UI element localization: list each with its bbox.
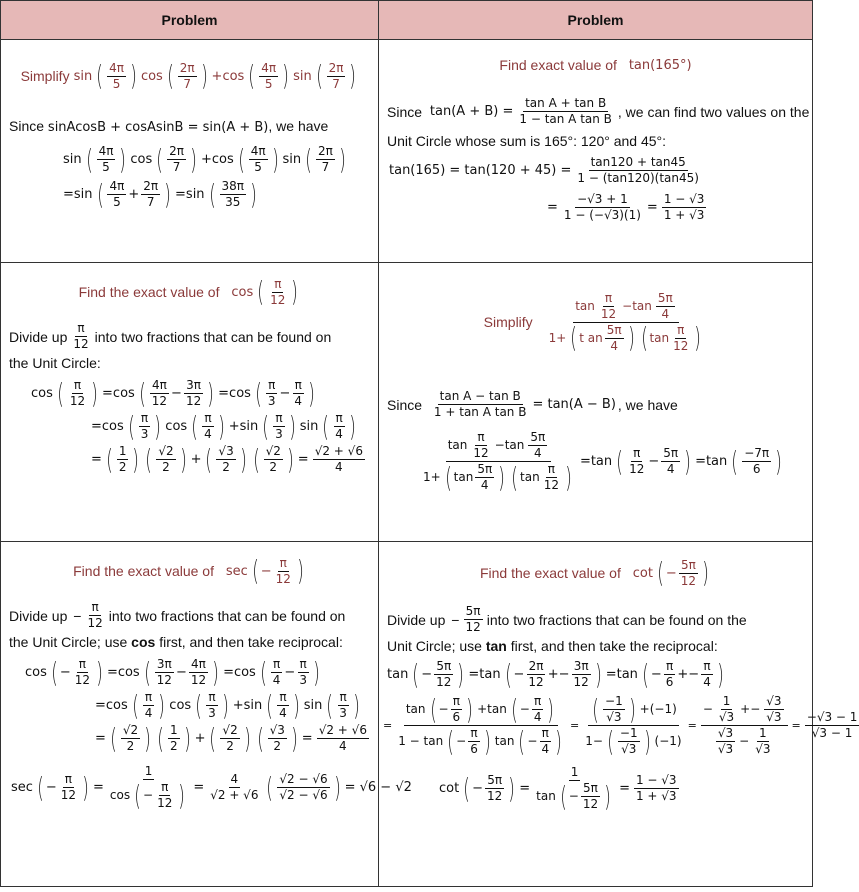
problem-statement: Simplify sin ( $\frac{4\pi}{5}$ ) cos ( $\frac{2\pi}{7}$ ) +cos ( $\frac{4\pi}{5}$ ) sin ( $\frac{2\pi}{7}$ )	[20, 59, 357, 92]
equation-line: tan ( − $\frac{5\pi}{12}$ ) =tan ( − $\frac{2\pi}{12}$ +− $\frac{3\pi}{12}$ ) =tan ( − $\frac{\pi}{6}$ +− $\frac{\pi}{4}$ )	[387, 657, 724, 691]
cell-simplify-sin	[1, 40, 379, 263]
equation-line: cos ( − $\frac{\pi}{12}$ ) =cos ( $\frac{3\pi}{12}$ − $\frac{4\pi}{12}$ ) =cos ( $\frac{\pi}{4}$ − $\frac{\pi}{3}$ )	[25, 655, 320, 689]
problem-statement: Find the exact value of cos ( $\frac{\pi}{12}$ )	[78, 275, 299, 308]
cell-cot-neg-5pi-12	[379, 542, 858, 887]
cell-cos-pi-12	[1, 263, 379, 542]
explanation: Since tan(A + B) = $\frac{\text{tan A + tan B}}{\text{1 − tan A tan B}}$ , we can find two values on the	[387, 96, 810, 126]
explanation: Since $\frac{\text{tan A − tan B}}{\text{1 + tan A tan B}}$ = tan(A − B) , we have	[387, 389, 678, 419]
equation-line: cot ( − $\frac{5\pi}{12}$ ) = 1 tan ( − $\frac{5\pi}{12}$ ) = $\frac{1 - √3}{1 + √3}$	[439, 765, 677, 813]
column-header-2: Problem	[379, 1, 813, 40]
problem-statement: Find exact value of tan(165°)	[499, 57, 692, 73]
explanation: Divide up − $\frac{\pi}{12}$ into two fractions that can be found on	[9, 600, 346, 630]
explanation-line: the Unit Circle:	[9, 355, 101, 371]
equation-line: = tan ( − $\frac{\pi}{6}$ ) +tan ( − $\frac{\pi}{4}$ ) 1 − tan ( − $\frac{\pi}{6}$ ) tan ( − $\frac{\pi}{4}$ ) = ( $\frac{-1}{√3}$ ) +(−1) 1− ( $\frac{-1}{√3}$ ) (−1) = − $\frac{1}{√3}$ +− $\frac{√3}{√3}$ $\frac{√3}{√3}$ − $\frac{1}{√3}$ = $\frac{-√3 - 1}{√3 - 1}$	[383, 692, 858, 758]
equation-line: tan(165) = tan(120 + 45) = $\frac{\tan 120 + \tan 45}{1 - (\tan 120)(\tan 45)}$	[389, 155, 699, 185]
equation-line: tan $\frac{\pi}{12}$ −tan $\frac{5\pi}{4}$ 1+ ( tan $\frac{5\pi}{4}$ ) ( tan $\frac{\pi}{12}$ ) =tan ( $\frac{\pi}{12}$ − $\frac{5\pi}{4}$ ) =tan ( $\frac{-7\pi}{6}$ )	[423, 430, 782, 494]
explanation: Divide up $\frac{\pi}{12}$ into two fractions that can be found on	[9, 321, 332, 351]
explanation: Divide up − $\frac{5\pi}{12}$ into two fractions that can be found on the	[387, 604, 747, 634]
equation-line: = ( $\frac{1}{2}$ ) ( $\frac{√2}{2}$ ) + ( $\frac{√3}{2}$ ) ( $\frac{√2}{2}$ ) = $\frac{√2 + √6}{4}$	[91, 442, 363, 476]
equation-line: =cos ( $\frac{\pi}{3}$ ) cos ( $\frac{\pi}{4}$ ) +sin ( $\frac{\pi}{3}$ ) sin ( $\frac{\pi}{4}$ )	[91, 409, 356, 443]
equation-line: sin ( $\frac{4\pi}{5}$ ) cos ( $\frac{2\pi}{7}$ ) +cos ( $\frac{4\pi}{5}$ ) sin ( $\frac{2\pi}{7}$ )	[63, 142, 346, 176]
cell-tan-165	[379, 40, 813, 263]
equation-line: sec ( − $\frac{\pi}{12}$ ) = 1 cos ( − $\frac{\pi}{12}$ ) = $\frac{4}{√2 + √6}$ ( $\frac{√2 - √6}{√2 - √6}$ ) = √6 − √2	[11, 764, 412, 812]
equation-line: cos ( $\frac{\pi}{12}$ ) =cos ( $\frac{4\pi}{12}$ − $\frac{3\pi}{12}$ ) =cos ( $\frac{\pi}{3}$ − $\frac{\pi}{4}$ )	[31, 376, 315, 410]
equation-line: =cos ( $\frac{\pi}{4}$ ) cos ( $\frac{\pi}{3}$ ) +sin ( $\frac{\pi}{4}$ ) sin ( $\frac{\pi}{3}$ )	[95, 688, 360, 722]
problem-statement: Find the exact value of sec ( − $\frac{\pi}{12}$ )	[73, 554, 304, 587]
explanation-line: the Unit Circle; use cos first, and then take reciprocal:	[9, 634, 343, 650]
equation-line: =sin ( $\frac{4\pi}{5}$ + $\frac{2\pi}{7}$ ) =sin ( $\frac{38\pi}{35}$ )	[63, 177, 257, 211]
problem-statement: Simplify tan $\frac{\pi}{12}$ −tan $\frac{5\pi}{4}$ 1+ ( t an $\frac{5\pi}{4}$ ) ( tan $\frac{\pi}{12}$ )	[483, 290, 702, 354]
explanation-line: Unit Circle whose sum is 165°: 120° and 45°:	[387, 133, 667, 149]
explanation-line: Unit Circle; use tan first, and then take the reciprocal:	[387, 638, 718, 654]
equation-line: = $\frac{-√3 + 1}{1 - (-√3)(1)}$ = $\frac{1 - √3}{1 + √3}$	[547, 192, 705, 222]
equation-line: = ( $\frac{√2}{2}$ ) ( $\frac{1}{2}$ ) + ( $\frac{√2}{2}$ ) ( $\frac{√3}{2}$ ) = $\frac{√2 + √6}{4}$	[95, 721, 367, 755]
cell-sec-neg-pi-12	[1, 542, 412, 887]
explanation: Since sinAcosB + cosAsinB = sin(A + B), we have	[9, 118, 329, 135]
cell-simplify-tan	[379, 263, 813, 542]
problem-statement: Find the exact value of cot ( − $\frac{5\pi}{12}$ )	[479, 556, 709, 589]
column-header-1: Problem	[1, 1, 379, 40]
